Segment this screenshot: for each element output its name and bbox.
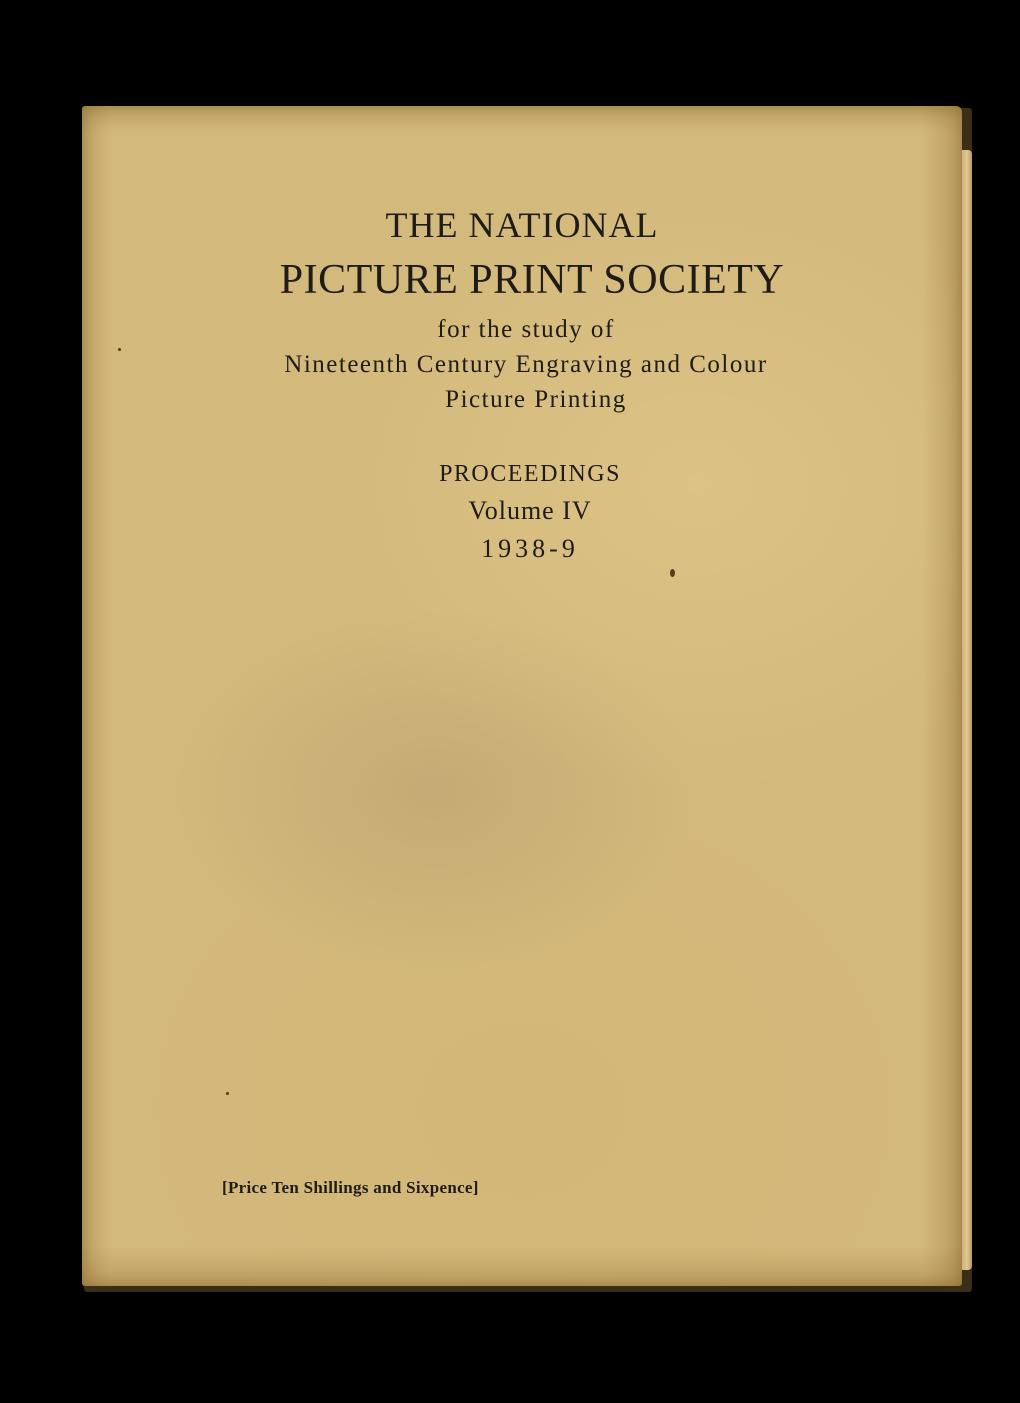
price-note: [Price Ten Shillings and Sixpence] — [222, 1178, 479, 1197]
paper-speck — [670, 569, 675, 577]
paper-speck — [226, 1092, 229, 1095]
title-line-1: THE NATIONAL — [385, 205, 659, 245]
years-label: 1938-9 — [481, 534, 579, 563]
series-heading: PROCEEDINGS — [439, 461, 621, 487]
subtitle-line-2: Nineteenth Century Engraving and Colour — [284, 351, 768, 378]
volume-label: Volume IV — [468, 496, 592, 525]
title-line-2: PICTURE PRINT SOCIETY — [279, 257, 785, 303]
subtitle-line-3: Picture Printing — [445, 386, 627, 413]
subtitle-line-1: for the study of — [437, 316, 615, 343]
